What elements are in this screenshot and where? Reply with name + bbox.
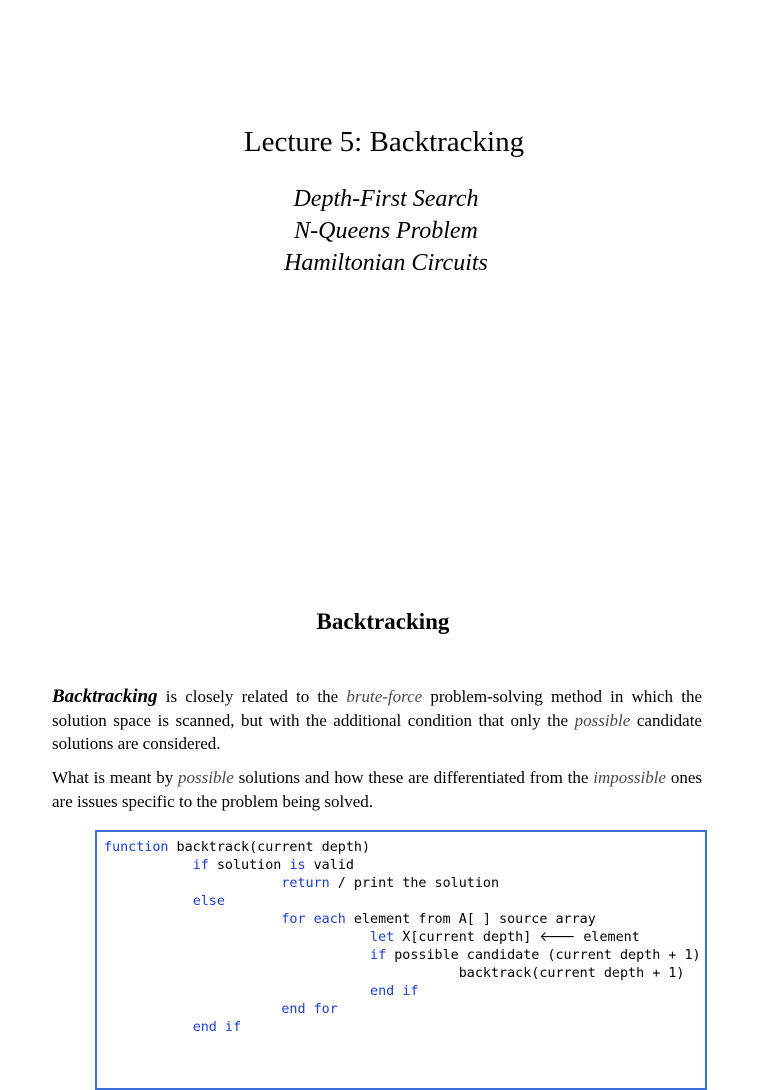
- code-line: [104, 857, 705, 875]
- pseudocode-box: [95, 830, 707, 1090]
- emphasized-term: impossible: [593, 768, 666, 787]
- code-keyword: for each: [281, 912, 346, 927]
- code-line: [104, 983, 705, 1001]
- code-text: [104, 912, 281, 927]
- code-text: backtrack(current depth + 1): [104, 966, 685, 981]
- code-keyword: end if: [370, 984, 419, 999]
- code-text: backtrack(current depth): [168, 840, 371, 855]
- code-line: [104, 1001, 705, 1019]
- code-text: [104, 876, 281, 891]
- code-keyword: let: [370, 930, 395, 945]
- code-keyword: end for: [281, 1002, 338, 1017]
- code-line: [104, 875, 705, 893]
- lecture-title: Lecture 5: Backtracking: [243, 126, 525, 158]
- code-text: solution: [208, 858, 290, 873]
- code-keyword: else: [192, 894, 225, 909]
- code-line: [104, 893, 705, 911]
- code-text: element from A[ ] source array: [345, 912, 596, 927]
- code-text: valid: [305, 858, 354, 873]
- code-line: [104, 839, 705, 857]
- code-text: possible candidate (current depth + 1): [386, 948, 701, 963]
- section-heading: Backtracking: [316, 609, 450, 634]
- code-text: X[current depth] 🡐 element: [394, 930, 640, 945]
- code-line: [104, 947, 705, 965]
- code-line: [104, 965, 705, 983]
- code-keyword: if: [192, 858, 209, 873]
- code-line: [104, 929, 705, 947]
- code-text: [104, 894, 193, 909]
- code-keyword: end if: [192, 1020, 242, 1035]
- code-line: [104, 1019, 705, 1037]
- code-line: [104, 911, 705, 929]
- paragraph-text: problem-solving method in which the solution space is scanned, but with the additional condition that only the: [52, 687, 703, 730]
- topic-item: Hamiltonian Circuits: [284, 250, 488, 276]
- code-text: [104, 930, 370, 945]
- intro-paragraph: [52, 685, 702, 756]
- emphasized-term: possible: [574, 710, 631, 730]
- second-paragraph: [52, 766, 702, 813]
- emphasized-term: possible: [178, 768, 234, 787]
- code-text: [104, 984, 370, 999]
- code-keyword: if: [370, 948, 387, 963]
- topic-item: Depth-First Search: [293, 186, 479, 212]
- code-text: / print the solution: [329, 876, 500, 891]
- pseudocode-block: [97, 832, 705, 1037]
- topic-list: [0, 183, 772, 279]
- code-text: [104, 948, 370, 963]
- pseudocode: [104, 839, 705, 1037]
- code-keyword: is: [289, 858, 306, 873]
- defined-term: Backtracking: [52, 686, 158, 707]
- paragraph-text: candidate solutions are considered.: [52, 710, 702, 753]
- code-text: [104, 858, 193, 873]
- code-text: [104, 1020, 193, 1035]
- paragraph-text: solutions and how these are differentiated from the: [233, 768, 594, 787]
- code-text: [104, 1002, 281, 1017]
- code-keyword: function: [104, 840, 169, 855]
- emphasized-term: brute-force: [346, 687, 423, 706]
- paragraph-text: ones are issues specific to the problem being solved.: [52, 768, 702, 811]
- paragraph-text: is closely related to the: [157, 687, 347, 706]
- paragraph-text: What is meant by: [52, 768, 179, 787]
- code-keyword: return: [281, 876, 330, 891]
- topic-item: N-Queens Problem: [294, 218, 478, 244]
